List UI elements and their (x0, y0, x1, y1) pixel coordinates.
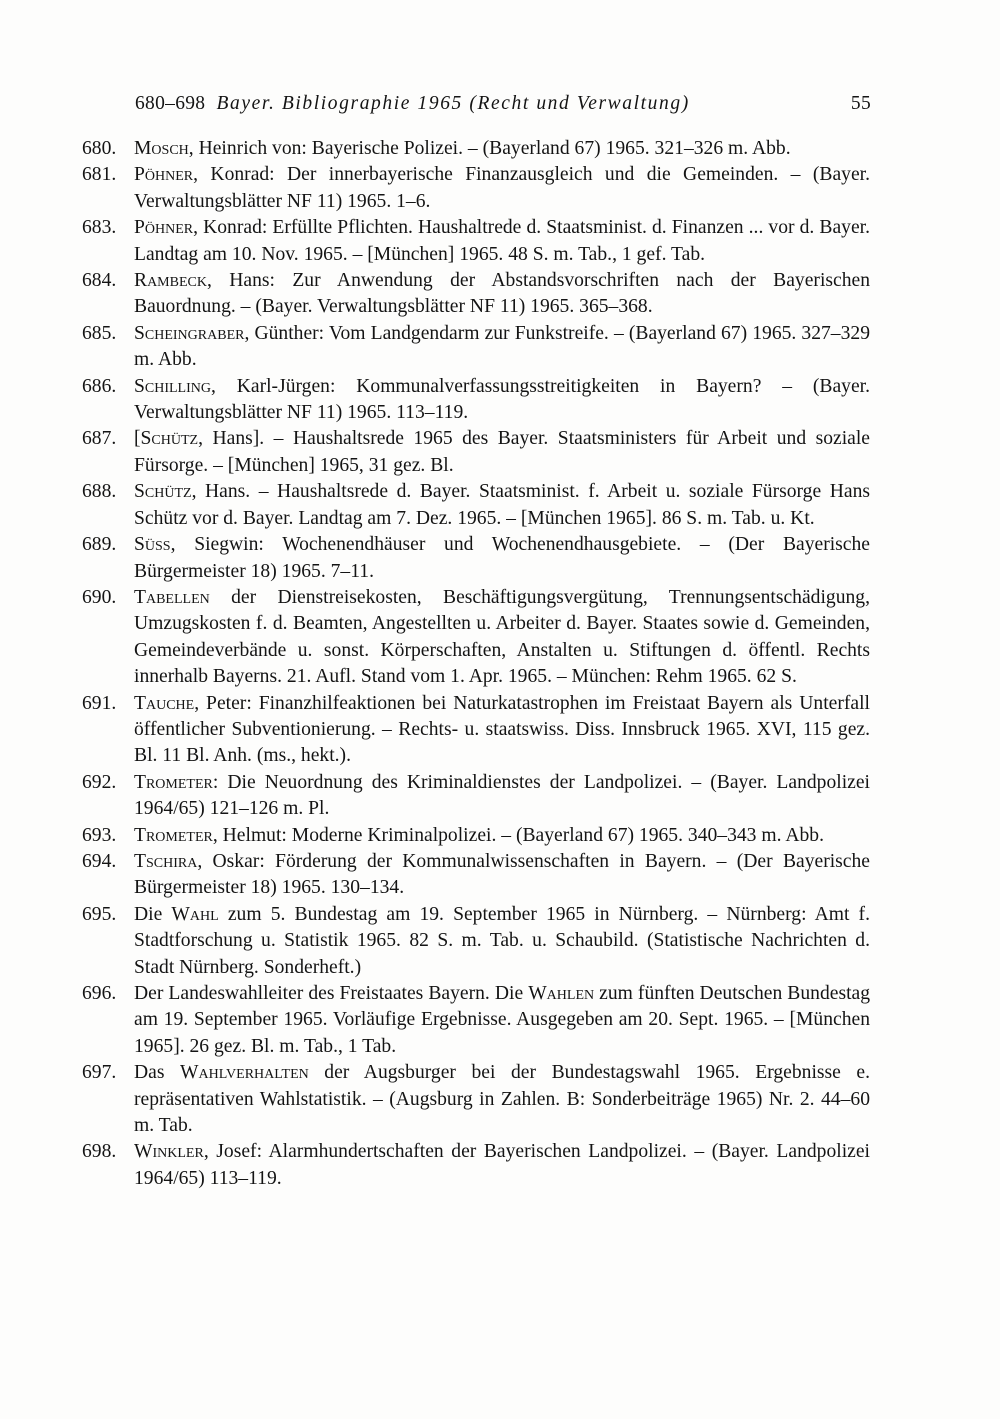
entry-text: , Helmut: Moderne Kriminalpolizei. – (Bayerland 67) 1965. 340–343 m. Abb. (212, 824, 824, 846)
entry-text: , Konrad: Der innerbayerische Finanzausgleich und die Gemeinden. – (Bayer. Verwaltungsblätter NF 11) 1965. 1–6. (134, 164, 870, 212)
entry-prefix: Die (134, 903, 172, 925)
entry-number: 698. (82, 1141, 117, 1163)
entry-number: 690. (82, 586, 117, 608)
bibliography-entry (82, 902, 870, 981)
page-number: 55 (850, 93, 871, 114)
entry-text: , Hans]. – Haushaltsrede 1965 des Bayer. Staatsministers für Arbeit und soziale Fürsorge. – [München] 1965, 31 gez. Bl. (134, 428, 870, 476)
running-title: Bayer. Bibliographie 1965 (Recht und Verwaltung) (216, 93, 690, 114)
entry-text: , Günther: Vom Landgendarm zur Funkstreife. – (Bayerland 67) 1965. 327–329 m. Abb. (134, 322, 870, 371)
entry-number: 696. (82, 983, 117, 1004)
entry-author: Tabellen (134, 586, 210, 608)
entry-number: 693. (82, 824, 117, 846)
entry-text: zum fünften Deutschen Bundestag am 19. September 1965. Vorläufige Ergebnisse. Ausgegeben am 20. Sept. 1965. – [München 1965]. 26 gez. Bl. m. Tab., 1 Tab. (134, 983, 871, 1057)
entry-author: Schütz (140, 428, 199, 450)
bibliography-entry (82, 321, 870, 374)
entry-number: 684. (82, 270, 117, 292)
entry-number: 697. (82, 1062, 117, 1084)
bibliography-entry (82, 1060, 870, 1139)
entry-number: 681. (82, 164, 117, 186)
bibliography-entry (82, 268, 870, 321)
entry-text: , Oskar: Förderung der Kommunalwissenschaften in Bayern. – (Der Bayerische Bürgermeister 18) 1965. 130–134. (134, 850, 870, 899)
entry-number: 680. (82, 138, 117, 159)
entry-author: Trometer (134, 824, 213, 846)
entry-number: 694. (82, 850, 117, 872)
entry-text: , Hans. – Haushaltsrede d. Bayer. Staatsminist. f. Arbeit u. soziale Fürsorge Hans Schütz vor d. Bayer. Landtag am 7. Dez. 1965. – [München 1965]. 86 S. m. Tab. u. Kt. (134, 481, 870, 529)
entry-number: 691. (82, 692, 117, 714)
entry-author: Schütz (134, 481, 192, 503)
bibliography-entry (82, 823, 870, 849)
entry-number: 687. (82, 428, 117, 450)
bibliography-entry (82, 162, 870, 215)
entry-author: Rambeck (134, 270, 207, 292)
entry-text: zum 5. Bundestag am 19. September 1965 in Nürnberg. – Nürnberg: Amt f. Stadtforschung u. Statistik 1965. 82 S. m. Tab. u. Schaubild. (Statistische Nachrichten d. Stadt Nürnberg. Sonderheft.) (134, 903, 870, 978)
entry-text: , Karl-Jürgen: Kommunalverfassungsstreitigkeiten in Bayern? – (Bayer. Verwaltungsblätter NF 11) 1965. 113–119. (134, 375, 870, 424)
bibliography-entry (82, 1139, 870, 1192)
bibliography-entry (82, 479, 870, 532)
bibliography-entry (82, 532, 870, 585)
entry-number: 689. (82, 534, 117, 556)
entry-text: , Peter: Finanzhilfeaktionen bei Naturkatastrophen im Freistaat Bayern als Unterfall öffentlicher Subventionierung. – Rechts- u. staatswiss. Diss. Innsbruck 1965. XVI, 115 gez. Bl. 11 Bl. Anh. (ms., hekt.). (134, 692, 870, 767)
entry-author: Wahl (171, 903, 219, 925)
entry-prefix: Das (134, 1062, 181, 1084)
entry-author: Süss (134, 534, 171, 556)
entry-number: 695. (82, 903, 117, 925)
entry-author: Wahlen (528, 983, 595, 1004)
entry-number: 685. (82, 322, 117, 344)
entry-text: , Hans: Zur Anwendung der Abstandsvorschriften nach der Bayerischen Bauordnung. – (Bayer. Verwaltungsblätter NF 11) 1965. 365–368. (134, 270, 870, 318)
entry-author: Tschira (134, 850, 198, 872)
entry-number: 683. (82, 217, 117, 239)
bibliography-entry (82, 136, 870, 162)
bibliography-entry (82, 691, 870, 770)
bibliography-entry (82, 981, 870, 1060)
bibliography-entry (82, 426, 870, 479)
entry-text: , Siegwin: Wochenendhäuser und Wochenendhausgebiete. – (Der Bayerische Bürgermeister 18) 1965. 7–11. (134, 534, 870, 582)
bibliography-entry (82, 849, 870, 902)
entry-prefix: Der Landeswahlleiter des Freistaates Bayern. Die (134, 983, 529, 1004)
entry-author: Scheingraber (134, 322, 245, 344)
entry-text: , Heinrich von: Bayerische Polizei. – (Bayerland 67) 1965. 321–326 m. Abb. (188, 138, 791, 159)
entry-text: , Konrad: Erfüllte Pflichten. Haushaltrede d. Staatsminist. d. Finanzen ... vor d. Bayer. Landtag am 10. Nov. 1965. – [München] 1965. 48 S. m. Tab., 1 gef. Tab. (134, 217, 870, 265)
entry-author: Tauche (134, 692, 195, 714)
entry-prefix: [ (134, 428, 141, 450)
bibliography-entry (82, 215, 870, 268)
entry-text: : Die Neuordnung des Kriminaldienstes der Landpolizei. – (Bayer. Landpolizei 1964/65) 121–126 m. Pl. (134, 771, 870, 820)
running-head (135, 92, 871, 116)
entry-number: 692. (82, 771, 117, 793)
entry-author: Trometer (134, 771, 213, 793)
bibliography-entry (82, 374, 870, 427)
entry-text: der Augsburger bei der Bundestagswahl 1965. Ergebnisse e. repräsentativen Wahlstatistik. – (Augsburg in Zahlen. B: Sonderbeiträge 1965) Nr. 2. 44–60 m. Tab. (134, 1062, 871, 1137)
entry-author: Pöhner (134, 164, 194, 186)
bibliography-entry (82, 770, 870, 823)
entry-author: Winkler (134, 1141, 204, 1163)
entry-author: Wahlverhalten (180, 1062, 309, 1084)
entry-number: 688. (82, 481, 117, 503)
entry-author: Pöhner (134, 217, 194, 239)
entry-number: 686. (82, 375, 117, 397)
entry-range: 680–698 (135, 93, 206, 114)
entry-text: der Dienstreisekosten, Beschäftigungsvergütung, Trennungsentschädigung, Umzugskosten f. d. Beamten, Angestellten u. Arbeiter d. Bayer. Staates sowie d. Gemeinden, Gemeindeverbände u. sonst. Körperschaften, Anstalten u. Stiftungen d. öffentl. Rechts innerhalb Bayerns. 21. Aufl. Stand vom 1. Apr. 1965. – München: Rehm 1965. 62 S. (134, 586, 870, 688)
bibliography-list (82, 136, 870, 1192)
bibliography-entry (82, 585, 870, 691)
entry-author: Schilling (134, 375, 211, 397)
entry-text: , Josef: Alarmhundertschaften der Bayerischen Landpolizei. – (Bayer. Landpolizei 1964/65) 113–119. (134, 1141, 870, 1189)
entry-author: Mosch (134, 138, 189, 159)
